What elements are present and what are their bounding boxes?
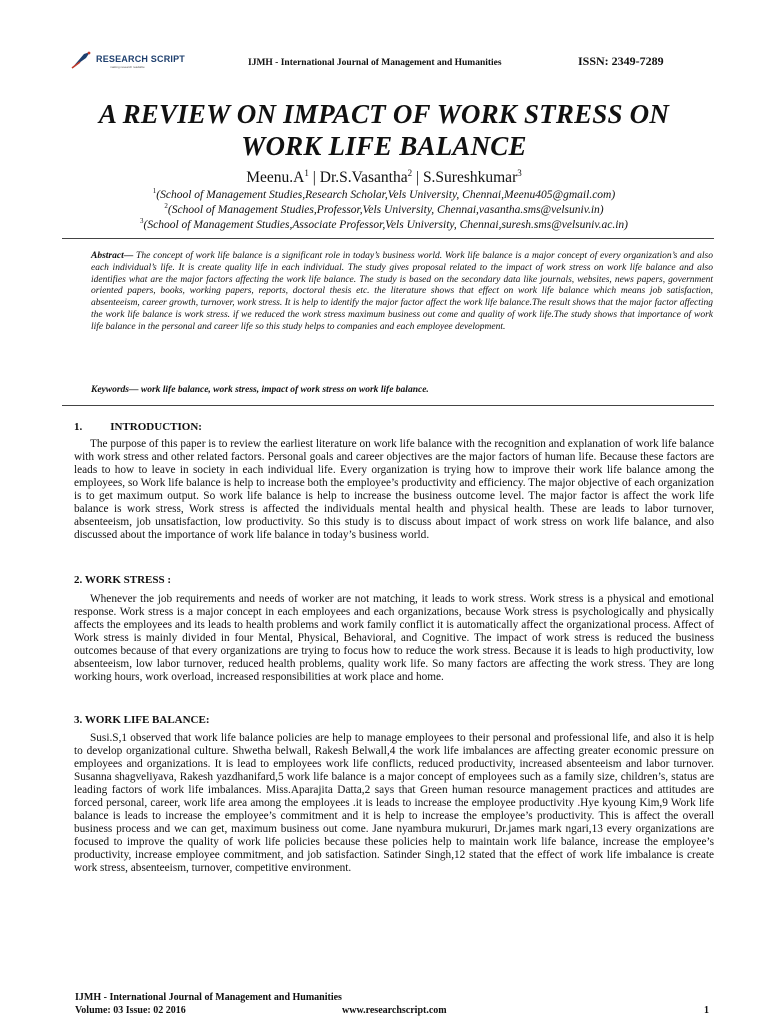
author-name: S.Sureshkumar [422, 169, 518, 187]
abstract-label: Abstract— [91, 251, 134, 261]
author-separator: | [308, 169, 320, 187]
author-sup: 3 [517, 168, 522, 178]
section-title: WORK LIFE BALANCE: [84, 714, 210, 726]
paper-title [40, 98, 728, 162]
author-name: Dr.S.Vasantha [319, 169, 408, 187]
section-heading-work-life-balance [74, 714, 210, 726]
section-title: WORK STRESS : [84, 574, 172, 586]
issn: ISSN: 2349-7289 [578, 54, 664, 68]
divider-top [62, 238, 714, 239]
affiliation [0, 187, 768, 201]
affiliation [0, 202, 768, 216]
footer-url-link[interactable]: www.researchscript.com [342, 1005, 447, 1016]
title-line-1: A REVIEW ON IMPACT OF WORK STRESS ON [98, 99, 670, 129]
header-journal-name: IJMH - International Journal of Management and Humanities [248, 58, 502, 68]
section-number: 3. [74, 714, 83, 726]
logo-subtext: making research readable [110, 65, 145, 69]
section-number: 1. [74, 421, 83, 433]
footer-volume: Volume: 03 Issue: 02 2016 [75, 1005, 186, 1016]
section-heading-work-stress [74, 574, 171, 586]
author-list [0, 168, 768, 187]
title-line-2: WORK LIFE BALANCE [241, 131, 527, 161]
quill-icon [70, 50, 94, 70]
affiliation [0, 217, 768, 231]
author-sup: 2 [407, 168, 413, 178]
section-body-introduction: The purpose of this paper is to review the earliest literature on work life balance with the recognition and explanation of work life balance with work stress and other related factors. Personal goals and career objectives are the major factors of human life. Because these factors are leads to how to leave in society in each individual life. Every organization is trying how to improve their work life balance among the employees, so Work life balance is help to increase both the employee’s productivity and efficiency. The major objective of each organization is to get maximum output. So work life balance is help to increase the business outcome level. The major factor is affect the work life balance is work stress, Work stress is affected the individuals mental health and physical health. These are leads to labor turnover, absenteeism, job unsatisfaction, low productivity. So this study is to discuss about impact of work stress on work life balance, and also discussed about the importance of work life balance in today’s business world. [74, 438, 714, 541]
affiliation-text: (School of Management Studies,Research Scholar,Vels University, Chennai,Meenu405@gmail.com) [156, 188, 616, 201]
section-body-work-life-balance: Susi.S,1 observed that work life balance policies are help to manage employees to their personal and professional life, and also it is help to develop organizational culture. Shwetha belwall, Rakesh Belwall,4 the work life imbalances are affecting greater economic pressure on employees and organizations. It is lead to employees work life conflicts, reduced productivity, increased absenteeism and labor turnover. Susanna shagveliyava, Rakesh yazdhanifard,5 work life balance is a major concept of employees such as a family size, children’s, status are leading factors of work life imbalances. Miss.Aparajita Datta,2 says that Green human resource management practices and attitudes are forced personal, career, work life area among the employees .it is leads to increase the employee productivity .Hye kyoung Kim,9 Work life balance is leads to increase the employee’s commitment and it is help to increase the employee’s productivity. This is affect the overall business process and we can get, maximum business out come. Jane nyambura mukururi, Dr.james mark ngari,13 every organizations are focused to improve the quality of work life policies because these policies help to maintain work life balance, increase the employee’s productivity, increase employee commitment, and job satisfaction. Satinder Singh,12 stated that the effect of work life imbalance is create work stress, absenteeism, turnover, competitive environment. [74, 732, 714, 874]
affiliation-text: (School of Management Studies,Professor,Vels University, Chennai,vasantha.sms@velsuniv.in) [167, 203, 604, 216]
keywords-text: work life balance, work stress, impact of work stress on work life balance. [138, 385, 429, 395]
keywords-label: Keywords— [91, 385, 139, 395]
section-body-work-stress: Whenever the job requirements and needs of worker are not matching, it leads to work stress. Work stress is a physical and emotional response. Work stress is a major concept in each employees and each organizations, because Work stress is psychologically and physically affects the employees and its leads to health problems and work family conflict it is automatically affect the organizational process. Affect of Work stress is mainly divided in four Mental, Physical, Behavioral, and Cognitive. The impact of work stress is reduced the business outcomes because of that every organizations are trying to focus how to reduce the work stress. Because it is leads to high productivity, low absenteeism, low labor turnover, reduced health problems, quality work life. So many factors are affecting the work stress. They are long working hours, work overload, increased responsibilities at work place and home. [74, 593, 714, 683]
section-heading-introduction [74, 421, 202, 433]
affiliation-sup: 2 [164, 202, 168, 210]
abstract-text: The concept of work life balance is a significant role in today’s business world. Work life balance is a major concept of every organization’s and also each individual’s life. It is create quality life in each individual. The study gives proposal related to the impact of work stress on work life balance and also identifies what are the major factors affecting the work life balance. The study is based on the secondary data like journals, websites, news papers, government oriented papers, books, working papers, reports, doctoral thesis etc. the literature shows that effect on work life balance which means job satisfaction, absenteeism, career growth, turnover, work stress. It is help to identify the major factor affect the work life balance.The result shows that the major factor affecting the work life balance is work stress. if we reduced the work stress maximum business out come and quality of work life.The study shows that importance of work life balance in the personal and career life so this study helps to companies and each employee development. [91, 251, 713, 332]
section-title: INTRODUCTION: [110, 421, 202, 433]
abstract [91, 251, 713, 334]
page-header [70, 50, 706, 80]
author-sup: 1 [304, 168, 309, 178]
divider-bottom [62, 405, 714, 406]
author-name: Meenu.A [246, 169, 305, 187]
affiliation-sup: 1 [152, 187, 157, 195]
affiliation-sup: 3 [140, 217, 144, 225]
section-number: 2. [74, 574, 83, 586]
footer-journal-name: IJMH - International Journal of Management and Humanities [75, 992, 342, 1003]
author-separator: | [412, 169, 423, 187]
keywords [91, 385, 713, 395]
logo-text: RESEARCH SCRIPT [96, 53, 186, 64]
affiliation-text: (School of Management Studies,Associate Professor,Vels University, Chennai,suresh.sms@velsuniv.ac.in) [143, 218, 628, 231]
page-number: 1 [704, 1005, 709, 1016]
